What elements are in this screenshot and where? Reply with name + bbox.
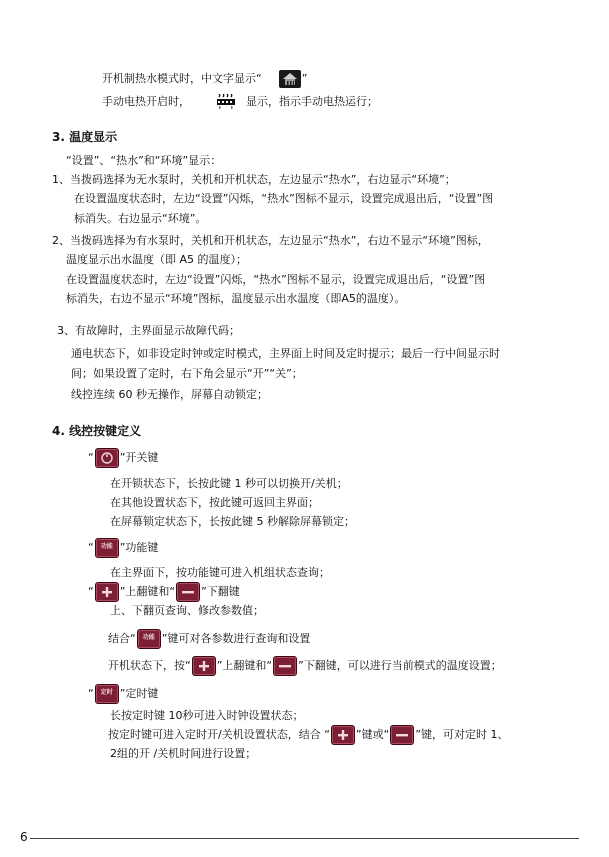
- combine-function-line: [108, 629, 310, 649]
- paragraph: 标消失。右边显示“环境”。: [74, 212, 207, 225]
- minus-button-icon: [390, 725, 414, 745]
- paragraph: 线控连续 60 秒无操作，屏幕自动锁定；: [71, 388, 268, 401]
- minus-button-icon: [273, 656, 297, 676]
- text: 手动电热开启时，: [102, 95, 190, 108]
- text: ”上翻键和“: [119, 585, 176, 598]
- plus-button-icon: [331, 725, 355, 745]
- paragraph: 长按定时键 10秒可进入时钟设置状态；: [110, 709, 304, 722]
- section-3-heading: 3. 温度显示: [52, 130, 118, 144]
- power-button-icon: [95, 448, 119, 468]
- text: 显示，指示手动电热运行；: [246, 95, 378, 108]
- power-key-line: [88, 448, 158, 468]
- paragraph: 2、当拨码选择为有水泵时，关机和开机状态，左边显示“热水”，右边不显示“环境”图标，: [52, 234, 489, 247]
- text: ”键或“: [355, 728, 390, 741]
- text: ”功能键: [119, 541, 159, 554]
- paragraph: 1、当拨码选择为无水泵时，关机和开机状态，左边显示“热水”，右边显示“环境”；: [52, 173, 456, 186]
- text: ”定时键: [119, 687, 159, 700]
- paragraph: 3、有故障时，主界面显示故障代码；: [57, 324, 240, 337]
- paragraph: 上、下翻页查询、修改参数值；: [110, 604, 264, 617]
- paragraph: 在设置温度状态时，左边“设置”闪烁，“热水”图标不显示，设置完成退出后，“设置”图: [74, 192, 494, 205]
- up-down-key-line: [88, 582, 240, 602]
- function-icon-label: 功能: [142, 634, 155, 641]
- paragraph: 通电状态下，如非设定时钟或定时模式，主界面上时间及定时提示；最后一行中间显示时: [71, 347, 500, 360]
- paragraph: 在其他设置状态下，按此键可返回主界面；: [110, 496, 319, 509]
- paragraph: “设置”、“热水”和“环境”显示：: [66, 154, 222, 167]
- minus-button-icon: [176, 582, 200, 602]
- text: 开机状态下，按“: [108, 659, 191, 672]
- function-icon-label: 功能: [100, 543, 113, 550]
- text: ”下翻键，可以进行当前模式的温度设置；: [298, 659, 502, 672]
- paragraph: 间；如果设置了定时，右下角会显示“开”“关”；: [71, 367, 303, 380]
- paragraph: 标消失，右边不显示“环境”图标，温度显示出水温度（即A5的温度）。: [66, 292, 406, 305]
- text: ”上翻键和“: [216, 659, 273, 672]
- paragraph: 在屏幕锁定状态下，长按此键 5 秒解除屏幕锁定；: [110, 515, 355, 528]
- hot-water-icon: [279, 70, 301, 88]
- paragraph: 在开锁状态下，长按此键 1 秒可以切换开/关机；: [110, 477, 348, 490]
- text: 开机制热水模式时，中文字显示“: [102, 72, 262, 85]
- section-4-heading: 4. 线控按键定义: [52, 424, 142, 438]
- paragraph: 2组的开 /关机时间进行设置；: [110, 747, 257, 760]
- timer-key-line: [88, 684, 158, 704]
- text: “: [88, 541, 94, 554]
- paragraph: 在设置温度状态时，左边“设置”闪烁，“热水”图标不显示，设置完成退出后，“设置”图: [66, 273, 486, 286]
- footer-divider: [30, 838, 579, 839]
- text: “: [88, 451, 94, 464]
- hot-water-mode-line: [102, 70, 307, 88]
- timer-setting-line: [108, 725, 509, 745]
- timer-button-icon: [95, 684, 119, 704]
- text: ”: [301, 72, 308, 85]
- text: 按定时键可进入定时开/关机设置状态，结合 “: [108, 728, 330, 741]
- plus-button-icon: [192, 656, 216, 676]
- electric-heater-icon: [215, 94, 237, 110]
- text: ”开关键: [119, 451, 159, 464]
- text: ”下翻键: [201, 585, 240, 598]
- text: ”键可对各参数进行查询和设置: [161, 632, 311, 645]
- paragraph: 温度显示出水温度（即 A5 的温度）；: [66, 253, 248, 266]
- text: “: [88, 585, 94, 598]
- plus-button-icon: [95, 582, 119, 602]
- text: ”键，可对定时 1、: [415, 728, 509, 741]
- text: 结合“: [108, 632, 136, 645]
- timer-icon-label: 定时: [100, 689, 113, 696]
- manual-heat-line: [102, 94, 378, 110]
- function-button-icon: [137, 629, 161, 649]
- function-button-icon: [95, 538, 119, 558]
- paragraph: 在主界面下，按功能键可进入机组状态查询；: [110, 566, 330, 579]
- function-key-line: [88, 538, 158, 558]
- text: “: [88, 687, 94, 700]
- temperature-setting-line: [108, 656, 502, 676]
- page-number: 6: [20, 830, 28, 844]
